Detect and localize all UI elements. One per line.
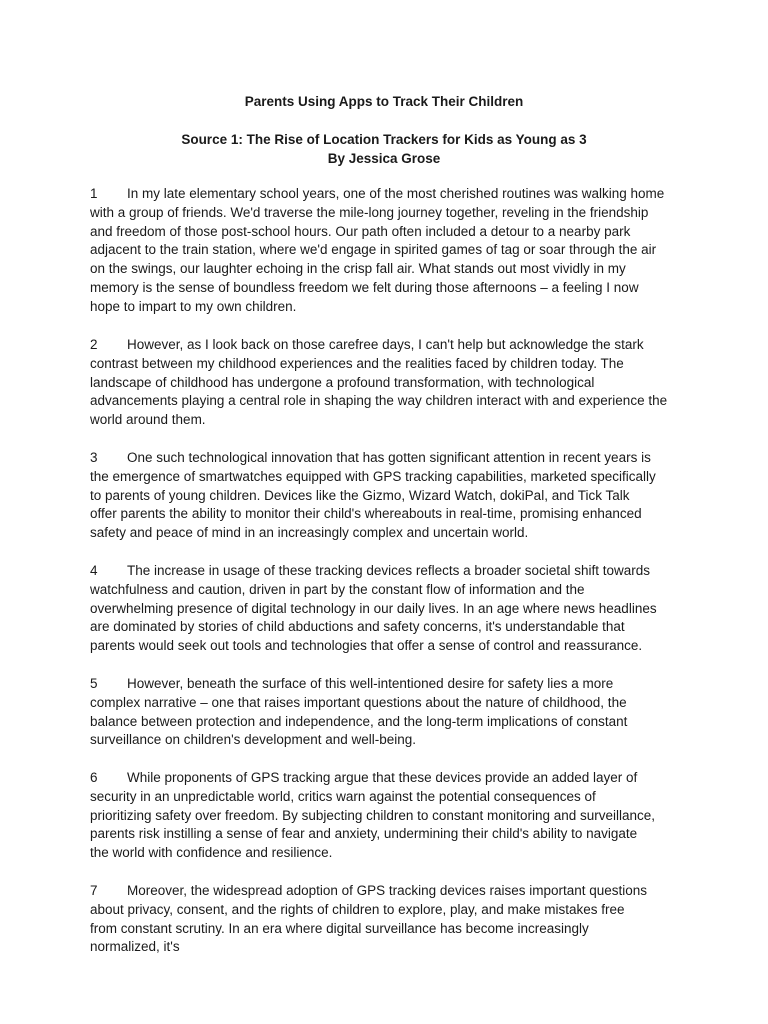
paragraph-line: the emergence of smartwatches equipped with GPS tracking capabilities, marketed specifically [90,468,656,484]
paragraph-number: 3 [90,450,98,465]
paragraph-line: prioritizing safety over freedom. By subjecting children to constant monitoring and surveillance, [90,807,656,823]
paragraph-line: overwhelming presence of digital technology in our daily lives. In an age where news headlines [90,600,657,616]
paragraph-line: 5 However, beneath the surface of this well-intentioned desire for safety lies a more [90,675,690,694]
paragraph-line: are dominated by stories of child abductions and safety concerns, it's understandable that [90,619,625,635]
paragraph-line: surveillance on children's development and well-being. [90,732,417,748]
paragraph-line: with a group of friends. We'd traverse the mile-long journey together, reveling in the friendship [90,204,649,220]
paragraph-line: memory is the sense of boundless freedom we felt during those afternoons – a feeling I now [90,279,639,295]
source-heading: Source 1: The Rise of Location Trackers for Kids as Young as 3 [181,132,587,147]
paragraph-line: parents would seek out tools and technologies that offer a sense of control and reassurance. [90,638,643,654]
document-title: Parents Using Apps to Track Their Children [244,94,524,109]
paragraph-3 [90,449,690,543]
paragraph-line: watchfulness and caution, driven in part by the constant flow of information and the [90,581,585,597]
paragraph-4 [90,562,690,656]
paragraph-line: 6 While proponents of GPS tracking argue that these devices provide an added layer of [90,769,690,788]
paragraph-line: 7 Moreover, the widespread adoption of GPS tracking devices raises important questions [90,882,690,901]
paragraph-5 [90,675,690,750]
paragraph-line: hope to impart to my own children. [90,298,297,314]
paragraph-line: world around them. [90,412,206,428]
paragraph-1 [90,185,690,317]
paragraph-line: security in an unpredictable world, critics warn against the potential consequences of [90,788,596,804]
paragraph-number: 7 [90,883,98,898]
paragraph-line: 4 The increase in usage of these tracking devices reflects a broader societal shift towards [90,562,690,581]
paragraph-7 [90,882,690,957]
paragraph-line: complex narrative – one that raises important questions about the nature of childhood, the [90,694,627,710]
paragraph-line: the world with confidence and resilience. [90,845,333,861]
paragraph-number: 4 [90,563,98,578]
paragraph-6 [90,769,690,863]
paragraph-number: 5 [90,676,98,691]
paragraph-number: 2 [90,337,98,352]
paragraph-line: balance between protection and independence, and the long-term implications of constant [90,713,628,729]
paragraph-number: 1 [90,186,98,201]
paragraph-line: offer parents the ability to monitor their child's whereabouts in real-time, promising enhanced [90,506,642,522]
paragraph-line: from constant scrutiny. In an era where digital surveillance has become increasingly [90,920,589,936]
author-byline: By Jessica Grose [327,151,441,166]
paragraph-line: on the swings, our laughter echoing in the crisp fall air. What stands out most vividly in my [90,261,626,277]
paragraph-line: normalized, it's [90,939,180,955]
paragraph-line: advancements playing a central role in shaping the way children interact with and experience the [90,393,668,409]
paragraph-line: and freedom of those post-school hours. Our path often included a detour to a nearby park [90,223,631,239]
paragraph-line: landscape of childhood has undergone a profound transformation, with technological [90,374,595,390]
paragraph-line: contrast between my childhood experiences and the realities faced by children today. The [90,355,624,371]
paragraph-line: about privacy, consent, and the rights of children to explore, play, and make mistakes free [90,901,625,917]
paragraph-line: adjacent to the train station, where we'd engage in spirited games of tag or soar through the air [90,242,657,258]
paragraph-line: 2 However, as I look back on those carefree days, I can't help but acknowledge the stark [90,336,690,355]
paragraph-line: safety and peace of mind in an increasingly complex and uncertain world. [90,525,529,541]
paragraph-2 [90,336,690,430]
paragraph-number: 6 [90,770,98,785]
paragraph-line: 1 In my late elementary school years, one of the most cherished routines was walking home [90,185,690,204]
paragraph-line: to parents of young children. Devices like the Gizmo, Wizard Watch, dokiPal, and Tick Talk [90,487,630,503]
paragraph-line: parents risk instilling a sense of fear and anxiety, undermining their child's ability to navigate [90,826,638,842]
paragraph-line: 3 One such technological innovation that has gotten significant attention in recent years is [90,449,690,468]
